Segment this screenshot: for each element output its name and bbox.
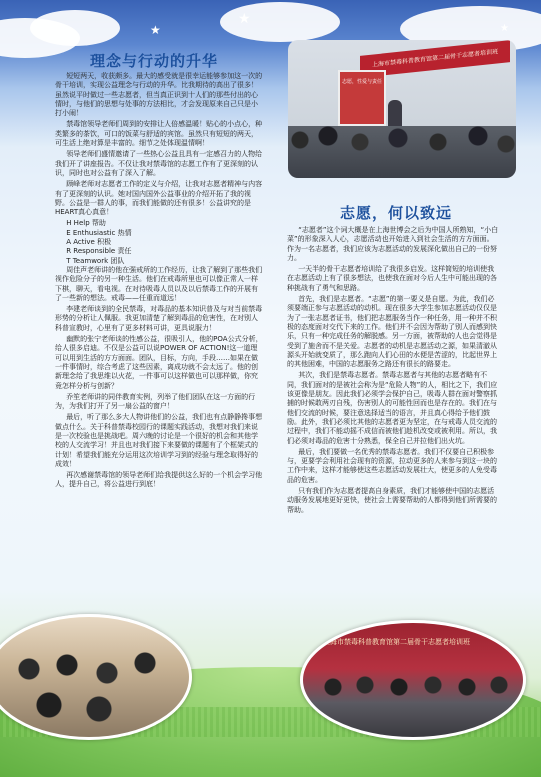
paragraph: 一天半的骨干志愿者培训给了我很多启发。这样简短的培训使我在志愿活动上有了很多想法，也使我在面对今后人生中可能出现的各种挑战有了勇气和思路。 xyxy=(287,265,497,292)
paragraph: 禁毒馆领导老师们周到的安排让人倍感温暖！贴心的小点心，种类繁多的茶饮，可口的饭菜与舒适的宾馆。虽然只有短短的两天，可生活上绝对算是丰富的。细节之处体现温情啊！ xyxy=(55,120,263,148)
paragraph: 最后，听了那么多大人物讲他们的公益，我们也有点静静搀事想做点什么。关于科普禁毒校园行的课题实践活动，我想对我们来说是一次校验也是挑战吧。周六晚的讨论是一个很好的机会和其他学校的人交流学习！并且也对我们接下来要做的课题有了个框架式的计划！希望我们能充分运用这次培训学习到的经验与理念取得好的成效！ xyxy=(55,413,263,468)
paragraph: 再次感谢禁毒馆的领导老师们给我提供这么好的一个机会学习他人，提升自己，将公益进行到底！ xyxy=(55,471,263,489)
paragraph: 最后，我们要做一名优秀的禁毒志愿者。我们不仅要自己积极参与，更要学会利用社会现有的资源，拉动更多的人来参与到这一块的工作中来，这样才能够使这些志愿活动发展壮大，使更多的人免受毒品的危害。 xyxy=(287,447,497,484)
list-item: H Help 帮助 xyxy=(66,219,106,228)
list-item: R Responsible 责任 xyxy=(66,247,132,256)
photo-banner: 上海市禁毒科普教育馆第二届骨干志愿者培训班 xyxy=(360,40,510,78)
attendees xyxy=(303,673,523,737)
group-photo xyxy=(300,620,526,740)
paragraph: 领导老师们盛情邀请了一些热心公益且具有一定感召力的人物给我们开了讲座报告。不仅让我对禁毒馆的志愿工作有了更深刻的认识，同时也对公益有了深入了解。 xyxy=(55,150,263,177)
star-icon: ★ xyxy=(500,23,509,34)
section2-body xyxy=(287,226,499,517)
list-item: E Enthusiastic 热情 xyxy=(66,228,132,237)
projection-screen: 志愿，性爱与责任 xyxy=(338,70,386,126)
paragraph: 顾峰老师对志愿者工作的定义与介绍，让我对志愿者精神与内容有了更深刻的认识。她对国内国外公益事业的介绍开拓了我的视野。公益是一群人的事，而我们能做的还有很多！公益讲究的是HEART真心真意！ xyxy=(55,180,263,217)
paragraph: 短短两天，收获颇多。最大的感受就是很幸运能够参加这一次的骨干培训，实现公益理念与行动的升华。比我期待的高出了很多！虽然说平时做过一些志愿者，但当真正识到十人们的那些付出的心情时，与他们的思想与处事的方法相比，才会发现原来自己只是小打小闹！ xyxy=(55,72,263,118)
paragraph: “志愿者”这个词大概是在上海世博会之后为中国人所熟知，“小白菜”的形象深入人心，志愿活动也开始进入到社会生活的方方面面。作为一名志愿者，我们应该为志愿活动的发展深化做出自己的一份努力。 xyxy=(287,226,499,262)
list-item: T Teamwork 团队 xyxy=(66,256,125,265)
audience xyxy=(288,126,516,178)
paragraph: 其次，我们是禁毒志愿者。禁毒志愿者与其他的志愿者略有不同，我们面对的是被社会称为是“危险人物”的人，相比之下，我们应该更像是朋友。因此我们必须学会保护自己，吸毒人群在面对警察抓捕的时候敢两刃自残，伤害别人的可能性回而也是存在的。我们在与他们交流的时候，要注意选择适当的语言，并且真心得给予他们鼓励。此外，我们必须比其他的志愿者更为坚定，在与戒毒人员交流的过程中，我们不能动摇不成信而被他们趁机改变或被利用。所以，我们必须对毒品的危害十分熟悉，保全自己并拉他们出火坑。 xyxy=(287,371,498,445)
photo-banner: 上海市禁毒科普教育馆第二届骨干志愿者培训班 xyxy=(323,638,470,646)
paragraph: 李建老师谈到的全民禁毒，对毒品的基本知识普及与对当前禁毒形势的分析让人佩服。我更加清楚了解到毒品的危害性，在对别人科普宣教时，心里有了更多材料可讲，更具说服力！ xyxy=(55,305,263,332)
section1-body xyxy=(55,72,263,492)
star-icon: ★ xyxy=(150,23,161,37)
training-lecture-photo xyxy=(288,40,516,178)
section2-title: 志愿，何以致远 xyxy=(340,204,453,222)
section1-title: 理念与行动的升华 xyxy=(90,52,219,70)
paragraph: 乔笙老师讲的同伴教育实例，列举了他们团队在这一方面的行为，为我们打开了另一扇公益的窗户！ xyxy=(55,392,256,411)
paragraph: 周佳声老师讲的他在强戒所的工作经历，让我了解到了那些我们视作危险分子的另一种生活。他们在戒毒所里也可以像正常人一样下棋，聊天，看电视。在对待吸毒人员以及以后禁毒工作的开展有了一些新的想法。戒毒——任重而道远！ xyxy=(55,265,263,302)
list-item: A Active 积极 xyxy=(66,238,112,247)
heart-list xyxy=(55,219,263,265)
paragraph: 幽默的张宁老师谈的性感公益，很吸引人，他的POA公式分析，给人很多启迪。不仅是公益可以说POWER OF ACTION!这一道理可以用到生活的方方面面。团队，目标，方向，手段……如果在做一件事情时，综合考虑了这些因素，离成功就不会太远了。他的创新理念给了我思维以火花，一件事可以这样做也可以那样做，你究竟怎样分析与创新？ xyxy=(55,335,263,390)
paragraph: 只有我们作为志愿者提高自身素质，我们才能够使中国的志愿活动服务发展地更好更快，使社会上需要帮助的人都得到他们所需要的帮助。 xyxy=(287,487,497,514)
cloud-decoration xyxy=(30,10,120,46)
paragraph: 首先，我们是志愿者。“志愿”的第一要义是自愿。为此，我们必须要端正参与志愿活动的动机。现在很多大学生参加志愿活动仅仅是为了一张志愿者证书，他们把志愿服务当作一种任务，用一种并不积极的态度面对交代下来的工作。他们并不会因为帮助了别人而感到快乐，只有一种完成任务的解脱感。另一方面，被帮助的人也会觉得是受到了施舍而不是关爱。志愿者的动机是志愿活动之源，如果清澈从源头开始就变质了，那么跑向人们心田的水便是苦涩的，比起世界上的其他困难，中国的志愿服务之路还有很长的路要走。 xyxy=(287,295,497,369)
star-icon: ★ xyxy=(238,11,251,27)
